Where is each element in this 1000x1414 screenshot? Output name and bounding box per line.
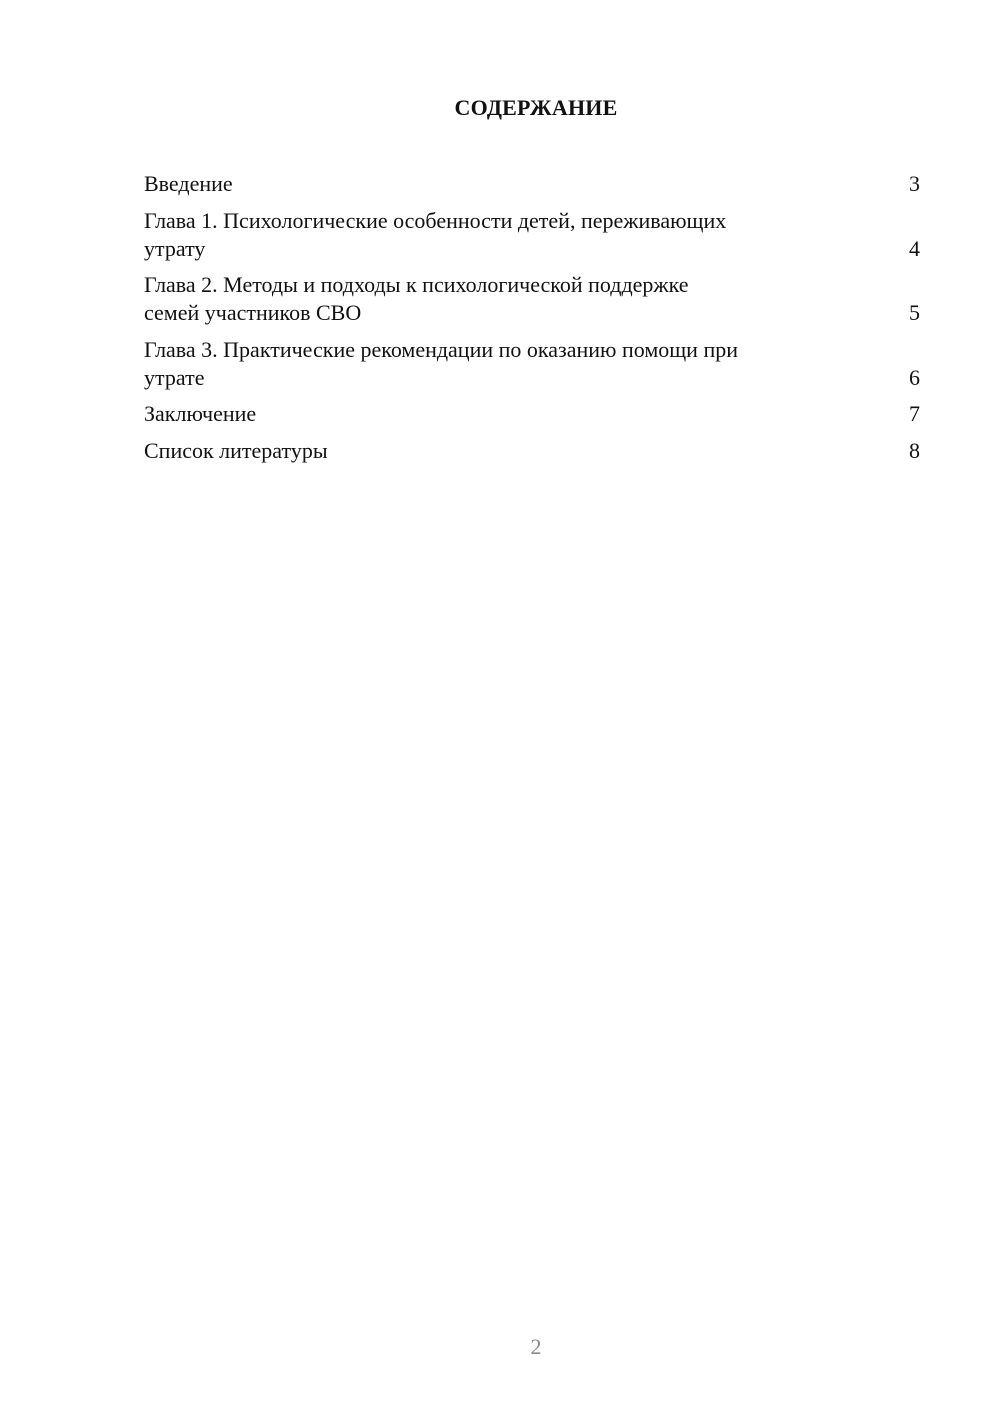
toc-entry-introduction[interactable] (144, 170, 920, 198)
toc-entry-chapter-2[interactable] (144, 271, 920, 327)
toc-entry-chapter-3[interactable] (144, 336, 920, 392)
toc-entry-chapter-1[interactable] (144, 207, 920, 263)
toc-entry-title: Глава 3. Практические рекомендации по оказанию помощи при утрате (144, 336, 738, 390)
toc-entry-page-number: 6 (909, 364, 920, 390)
toc-entry-title: Глава 2. Методы и подходы к психологической поддержке семей участников СВО (144, 272, 689, 325)
footer-page-number: 2 (530, 1334, 542, 1359)
toc-entry-page-number: 8 (909, 437, 920, 463)
toc-entry-title: Введение (144, 171, 233, 196)
toc-entry-title: Заключение (144, 401, 257, 426)
toc-entry-title: Список литературы (144, 437, 328, 463)
toc-entry-page-number: 7 (909, 401, 920, 426)
toc-entry-page-number: 5 (909, 300, 920, 325)
table-of-contents (144, 170, 920, 473)
toc-entry-conclusion[interactable] (144, 400, 920, 428)
toc-entry-page-number: 4 (909, 235, 920, 261)
toc-entry-title: Глава 1. Психологические особенности детей, переживающих утрату (144, 207, 727, 261)
page-title: СОДЕРЖАНИЕ (454, 95, 618, 120)
toc-entry-page-number: 3 (909, 171, 920, 196)
toc-entry-references[interactable] (144, 437, 920, 465)
